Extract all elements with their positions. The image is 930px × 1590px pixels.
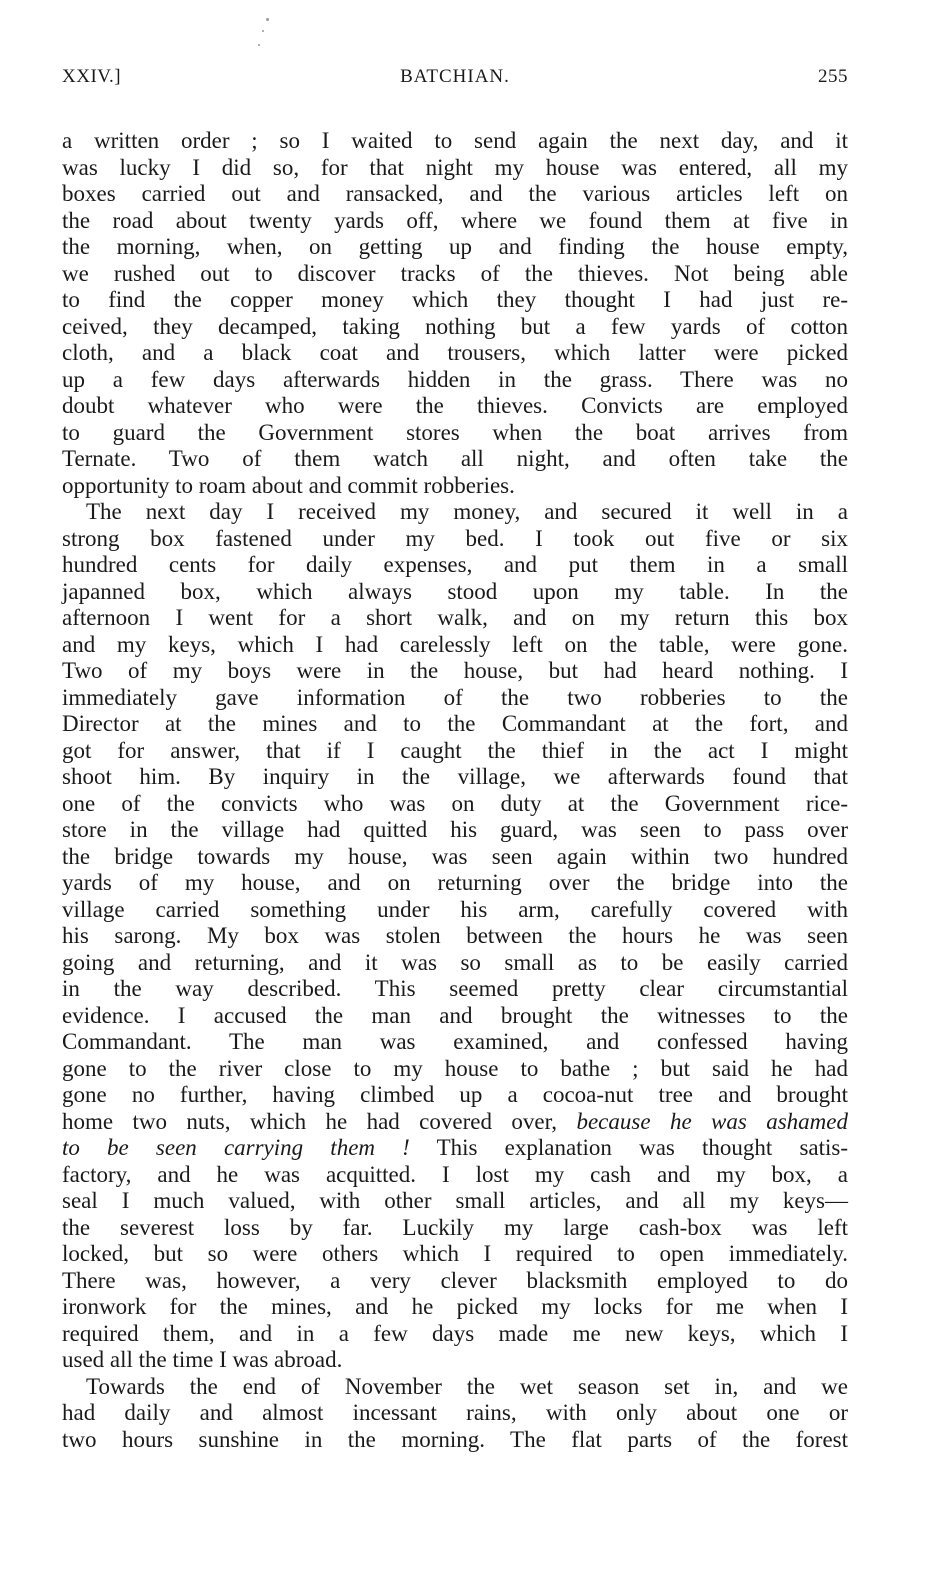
italic-text: because he was ashamed <box>576 1108 848 1134</box>
text-line: store in the village had quitted his guard, was seen to pass over <box>62 817 848 842</box>
text-line: The next day I received my money, and secured it well in a <box>86 499 848 524</box>
text-line: shoot him. By inquiry in the village, we afterwards found that <box>62 764 848 789</box>
text-line: to find the copper money which they thought I had just re- <box>62 287 848 312</box>
page-number: 255 <box>818 66 848 87</box>
text-line: the morning, when, on getting up and finding the house empty, <box>62 234 848 259</box>
running-title: BATCHIAN. <box>400 66 510 87</box>
text-line: got for answer, that if I caught the thief in the act I might <box>62 737 848 763</box>
text-line: had daily and almost incessant rains, with only about one or <box>62 1400 848 1425</box>
text-line: to guard the Government stores when the boat arrives from <box>62 419 848 445</box>
text-line: immediately gave information of the two robberies to the <box>62 684 848 710</box>
running-header <box>62 66 848 96</box>
text-line: we rushed out to discover tracks of the thieves. Not being able <box>62 260 848 286</box>
print-speck <box>262 30 264 32</box>
text-line: Commandant. The man was examined, and confessed having <box>62 1029 848 1054</box>
text-line: the bridge towards my house, was seen again within two hundred <box>62 843 848 869</box>
text-line: required them, and in a few days made me new keys, which I <box>62 1320 848 1346</box>
text-line: evidence. I accused the man and brought the witnesses to the <box>62 1002 848 1028</box>
text-line: strong box fastened under my bed. I took out five or six <box>62 525 848 551</box>
text-line: boxes carried out and ransacked, and the various articles left on <box>62 181 848 206</box>
text-line: gone to the river close to my house to bathe ; but said he had <box>62 1055 848 1081</box>
chapter-marker: XXIV.] <box>62 66 122 87</box>
text-line: village carried something under his arm, carefully covered with <box>62 896 848 922</box>
text-line: seal I much valued, with other small articles, and all my keys— <box>62 1188 848 1213</box>
text-line: japanned box, which always stood upon my table. In the <box>62 578 848 604</box>
text-line: the severest loss by far. Luckily my large cash-box was left <box>62 1214 848 1240</box>
text-line: was lucky I did so, for that night my house was entered, all my <box>62 154 848 180</box>
text-line: Two of my boys were in the house, but had heard nothing. I <box>62 658 848 683</box>
print-speck <box>258 44 260 46</box>
text-line: afternoon I went for a short walk, and on my return this box <box>62 605 848 630</box>
text-line: going and returning, and it was so small as to be easily carried <box>62 949 848 975</box>
text-line: doubt whatever who were the thieves. Convicts are employed <box>62 393 848 418</box>
body-text <box>62 128 848 1453</box>
text-line: up a few days afterwards hidden in the grass. There was no <box>62 366 848 392</box>
print-speck <box>266 18 269 21</box>
italic-text: to be seen carrying them ! <box>62 1135 410 1160</box>
text-line: one of the convicts who was on duty at the Government rice- <box>62 790 848 816</box>
text-run: home two nuts, which he had covered over, <box>62 1108 558 1134</box>
text-run: This explanation was thought satis- <box>409 1135 849 1160</box>
text-line: his sarong. My box was stolen between the hours he was seen <box>62 923 848 948</box>
text-line: a written order ; so I waited to send again the next day, and it <box>62 128 848 153</box>
text-line: used all the time I was abroad. <box>62 1347 343 1372</box>
text-line: ceived, they decamped, taking nothing but a few yards of cotton <box>62 313 848 339</box>
paragraph <box>62 499 848 1374</box>
text-line: and my keys, which I had carelessly left on the table, were gone. <box>62 631 848 657</box>
text-line: hundred cents for daily expenses, and put them in a small <box>62 552 848 577</box>
text-line: opportunity to roam about and commit robberies. <box>62 472 515 498</box>
text-line: two hours sunshine in the morning. The flat parts of the forest <box>62 1426 848 1452</box>
text-line-with-italic <box>62 1109 848 1136</box>
text-line-with-italic <box>62 1135 848 1162</box>
text-line: gone no further, having climbed up a cocoa-nut tree and brought <box>62 1082 848 1107</box>
text-line: in the way described. This seemed pretty clear circumstantial <box>62 976 848 1001</box>
text-line: Towards the end of November the wet season set in, and we <box>86 1373 848 1399</box>
paragraph <box>62 1374 848 1454</box>
text-line: There was, however, a very clever blacksmith employed to do <box>62 1267 848 1293</box>
text-line: locked, but so were others which I required to open immediately. <box>62 1241 848 1266</box>
text-line: cloth, and a black coat and trousers, which latter were picked <box>62 340 848 365</box>
text-line: the road about twenty yards off, where we found them at five in <box>62 207 848 233</box>
text-line: ironwork for the mines, and he picked my locks for me when I <box>62 1294 848 1319</box>
text-line: Director at the mines and to the Commandant at the fort, and <box>62 711 848 736</box>
text-line: factory, and he was acquitted. I lost my cash and my box, a <box>62 1161 848 1187</box>
text-line: Ternate. Two of them watch all night, and often take the <box>62 446 848 471</box>
text-line: yards of my house, and on returning over the bridge into the <box>62 870 848 895</box>
paragraph <box>62 128 848 499</box>
